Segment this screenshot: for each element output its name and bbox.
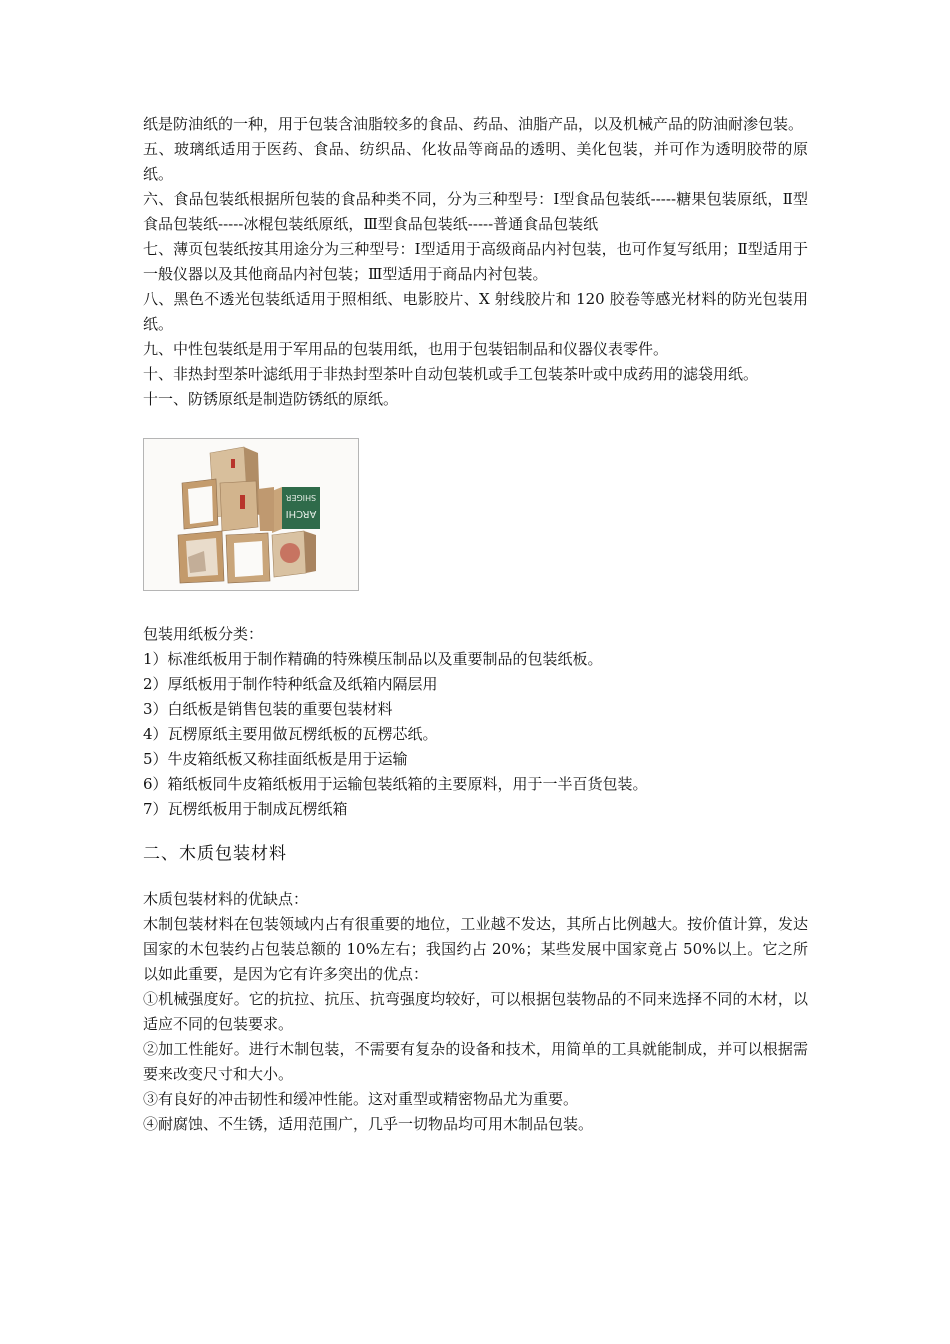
paragraph-food-wrap: 六、食品包装纸根据所包装的食品种类不同，分为三种型号：Ⅰ型食品包装纸-----糖果包装原纸，Ⅱ型食品包装纸-----冰棍包装纸原纸，Ⅲ型食品包装纸-----普通食品包装纸 (143, 190, 808, 233)
wood-section (143, 887, 808, 1137)
document-page (143, 112, 808, 1137)
paragraph-neutral: 九、中性包装纸是用于军用品的包装用纸，也用于包装铝制品和仪器仪表零件。 (143, 340, 669, 358)
wood-advantage-3: ③有良好的冲击韧性和缓冲性能。这对重型或精密物品尤为重要。 (143, 1090, 579, 1108)
paragraph-lightproof: 八、黑色不透光包装纸适用于照相纸、电影胶片、X 射线胶片和 120 胶卷等感光材料的防光包装用纸。 (143, 290, 808, 333)
list-item: 4）瓦楞原纸主要用做瓦楞纸板的瓦楞芯纸。 (143, 725, 438, 743)
list-item: 3）白纸板是销售包装的重要包装材料 (143, 700, 393, 718)
list-item: 1）标准纸板用于制作精确的特殊模压制品以及重要制品的包装纸板。 (143, 650, 603, 668)
wood-advantage-2: ②加工性能好。进行木制包装，不需要有复杂的设备和技术，用简单的工具就能制成，并可以根据需要来改变尺寸和大小。 (143, 1040, 808, 1083)
list-item: 2）厚纸板用于制作特种纸盒及纸箱内隔层用 (143, 675, 438, 693)
paragraph-greaseproof: 纸是防油纸的一种，用于包装含油脂较多的食品、药品、油脂产品，以及机械产品的防油耐渗包装。 (143, 115, 804, 133)
list-item: 5）牛皮箱纸板又称挂面纸板是用于运输 (143, 750, 408, 768)
paragraph-tissue-wrap: 七、薄页包装纸按其用途分为三种型号：Ⅰ型适用于高级商品内衬包装，也可作复写纸用；Ⅱ型适用于一般仪器以及其他商品内衬包装；Ⅲ型适用于商品内衬包装。 (143, 240, 808, 283)
box-text-line1: SHIGER (285, 493, 317, 502)
paragraph-antirust: 十一、防锈原纸是制造防锈纸的原纸。 (143, 390, 399, 408)
wood-paragraph: 木制包装材料在包装领域内占有很重要的地位，工业越不发达，其所占比例越大。按价值计算，发达国家的木包装约占包装总额的 10%左右；我国约占 20%；某些发展中国家竟占 50%以上。它之所以如此重要，是因为它有许多突出的优点： (143, 915, 808, 983)
cardboard-boxes-photo (143, 438, 359, 591)
section-heading-wood: 二、木质包装材料 (143, 844, 287, 864)
paragraph-tea-filter: 十、非热封型茶叶滤纸用于非热封型茶叶自动包装机或手工包装茶叶或中成药用的滤袋用纸。 (143, 365, 759, 383)
board-intro: 包装用纸板分类： (143, 625, 264, 643)
list-item: 7）瓦楞纸板用于制成瓦楞纸箱 (143, 800, 348, 818)
cardboard-boxes-illustration (144, 439, 358, 590)
box-text-line2: ARCHI (285, 508, 317, 519)
board-classification-section (143, 622, 808, 822)
list-item: 6）箱纸板同牛皮箱纸板用于运输包装纸箱的主要原料，用于一半百货包装。 (143, 775, 648, 793)
wood-intro: 木质包装材料的优缺点： (143, 890, 309, 908)
paper-types-section (143, 112, 808, 412)
paragraph-cellophane: 五、玻璃纸适用于医药、食品、纺织品、化妆品等商品的透明、美化包装，并可作为透明胶带的原纸。 (143, 140, 808, 183)
wood-advantage-1: ①机械强度好。它的抗拉、抗压、抗弯强度均较好，可以根据包装物品的不同来选择不同的木材，以适应不同的包装要求。 (143, 990, 808, 1033)
wood-advantage-4: ④耐腐蚀、不生锈，适用范围广，几乎一切物品均可用木制品包装。 (143, 1115, 594, 1133)
